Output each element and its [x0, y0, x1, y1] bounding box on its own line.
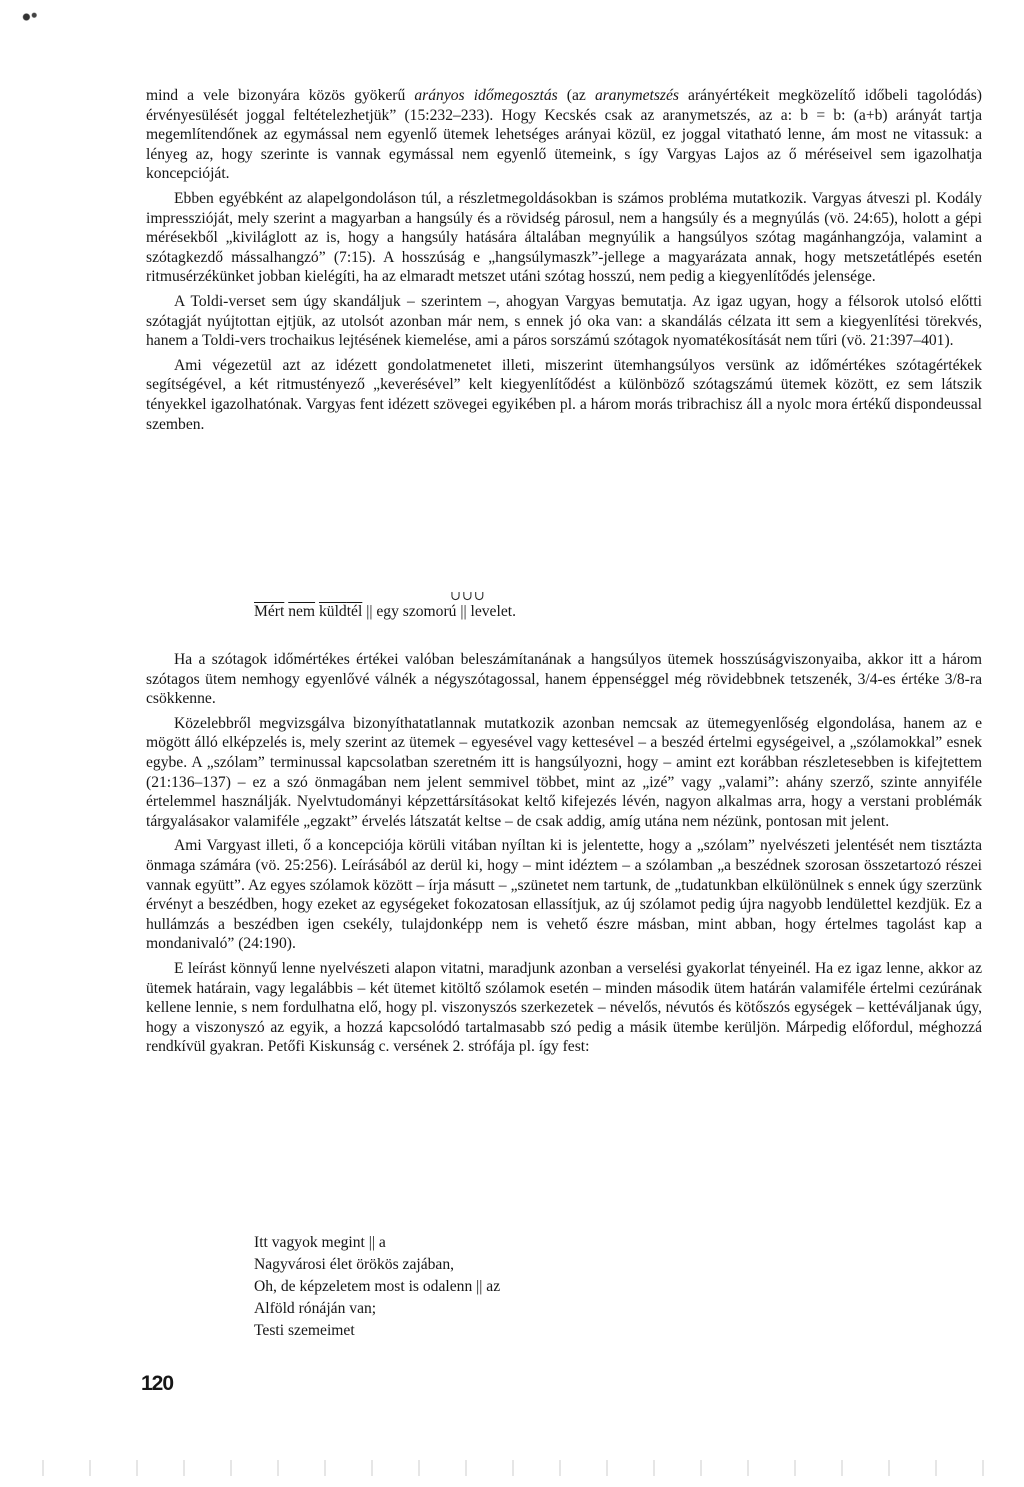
- scan-artifact: [16, 8, 42, 26]
- paragraph: [146, 86, 982, 184]
- body-text-top: [146, 86, 982, 439]
- verse-word: Mért: [254, 603, 285, 620]
- paragraph: [146, 189, 982, 287]
- paragraph: [146, 356, 982, 434]
- text-run: (az: [557, 87, 595, 104]
- poem-line: Itt vagyok megint || a: [254, 1234, 386, 1251]
- scan-artifact: [20, 1460, 1010, 1476]
- poem-line: Alföld rónáján van;: [254, 1300, 377, 1317]
- poem-line: Nagyvárosi élet örökös zajában,: [254, 1256, 455, 1273]
- verse-word: küld: [318, 603, 347, 620]
- verse-word: $\overline{tél}$: [346, 603, 363, 620]
- verse-line: [254, 602, 754, 621]
- poem-line: Oh, de képzeletem most is odalenn || az: [254, 1278, 501, 1295]
- text-run: mind a vele bizonyára közös gyökerű: [146, 87, 415, 104]
- poem-line: Testi szemeimet: [254, 1322, 355, 1339]
- text-run: A Toldi-verset sem úgy skandáljuk – szerintem –, ahogyan Vargyas bemutatja. Az igaz ugyan, hogy a félsorok utolsó előtti szótagját nyújtottan ejtjük, az utolsót azonban már nem, s ennek jó oka van: a skandálás célzata itt sem a kiegyenlítési törekvés, hanem a Toldi-vers trochaikus lejtésének kiemelése, ami a páros sorszámú szótagok nyomatékosítását nem tűri (vö. 21:397–401).: [146, 292, 982, 350]
- scansion-marks: ∪∪∪: [450, 588, 486, 603]
- paragraph: Ha a szótagok időmértékes értékei valóban beleszámítanának a hangsúlyos ütemek hosszúságviszonyaiba, akkor itt a három szótagos ütem nemhogy egyenlővé válnék a négyszótagossal, hanem éppenséggel még rövidebbnek tetszenék, 3/4-es értéke 3/8-ra csökkenne.: [146, 651, 982, 708]
- paragraph: E leírást könnyű lenne nyelvészeti alapon vitatni, maradjunk azonban a verselési gyakorlat tényeinél. Ha ez igaz lenne, akkor az ütemek határain, vagy legalábbis – két ütemet kitöltő szólamok esetén – minden második ütem határán valamiféle értelmi cezúrának kellene lennie, s nem fordulhatna elő, hogy pl. viszonyszós szerkezetek – névelős, névutós és kötőszós egységek – kettéváljanak úgy, hogy a viszonyszó az egyik, a hozzá kapcsolódó tartalmasabb szó pedig a másik ütembe kerüljön. Márpedig előfordul, méghozzá rendkívül gyakran. Petőfi Kiskunság c. versének 2. strófája pl. így fest:: [146, 959, 982, 1056]
- paragraph: Ami Vargyast illeti, ő a koncepciója körüli vitában nyíltan ki is jelentette, hogy a „szólam” nyelvészeti jelentését nem tisztázta önmaga számára (vö. 25:256). Leírásából az derül ki, hogy – mint idéztem – a szólamban „a beszédnek szorosan összetartozó részei vannak együtt”. Az egyes szólamok között – írja másutt – „szünetet nem tartunk, de „tudatunkban elkülönülnek s ennek úgy szerzünk érvényt a beszédben, hogy ezeket az egységeket fokozatosan ellassítjuk, az új szólamot pedig újra nagyobb lendülettel kezdjük. Ez a hullámzás a beszédben igen csekély, tulajdonképp nem is vehető észre másban, mint abban, hogy értelmes tagolást kap a mondanivaló” (24:190).: [146, 837, 982, 953]
- poem-quote: [254, 1232, 500, 1342]
- body-text-bottom: [146, 650, 982, 1062]
- paragraph: Közelebbről megvizsgálva bizonyíthatatlannak mutatkozik azonban nemcsak az ütemegyenlőség elgondolása, hanem az e mögött álló elképzelés is, mely szerint az ütemek – egyesével vagy kettesével – a beszéd értelmi egységeivel, a „szólamokkal” esnek egybe. A „szólam” terminussal kapcsolatban szeretném itt is hangsúlyozni, hogy – amint ezt korábban részletesebben is kifejtettem (21:136–137) – ez a szó önmagában nem jelent semmivel többet, mint az „izé” vagy „valami”: ahány szerző, szinte annyiféle értelemmel használják. Nyelvtudományi képzettársításokat keltő kifejezés lévén, nagyon alkalmas arra, hogy a verstani problémák tárgyalásakor valamiféle „egzakt” érvelés látszatát keltse – de csak addig, amíg utána nem nézünk, pontosan mit jelent.: [146, 714, 982, 830]
- page-number: 120: [141, 1372, 174, 1395]
- verse-rest: || egy szomorú || levelet.: [362, 603, 516, 620]
- text-run: Ebben egyébként az alapelgondoláson túl, a részletmegoldásokban is számos probléma mutatkozik. Vargyas átveszi pl. Kodály impresszióját, mely szerint a magyarban a hangsúly és a rövidség párosul, nem a hangsúly és a megnyúlás (vö. 24:65), holott a gépi mérésekből „kiviláglott az is, hogy a hangsúly hatására általában megnyúlik a hangsúlyos szótag magánhangzója, valamint a szótagkezdő mássalhangzó” (7:15). A hosszúság e „hangsúlymaszk”-jellege a magyarázata annak, hogy metszetátlépés esetén ritmusérzékünket jobban kielégíti, ha az elmaradt metszet utáni szótag hosszú, nem pedig a kiegyenlítődés jelensége.: [146, 189, 982, 286]
- verse-example: [254, 586, 754, 621]
- italic-term: arányos időmegosztás: [414, 87, 558, 104]
- text-run: Ami végezetül azt az idézett gondolatmenetet illeti, miszerint ütemhangsúlyos versünk az időmértékes szótagértékek segítségével, a két ritmustényező „keverésével” kelt kiegyenlítődést a különböző szótagszámú ütemek között, ez sem látszik tényekkel igazolhatónak. Vargyas fent idézett szövegei egyikében pl. a három morás tribrachisz áll a nyolc mora értékű dispondeussal szemben.: [146, 356, 982, 433]
- text-run: arányértékeit megközelítő időbeli tagolódás) érvényesülését joggal feltételezhetjük” (15:232–233). Hogy Kecskés csak az aranymetszés, az a: b = b: (a+b) arányát tartja megemlítendőnek az egymással nem egyenlő ütemek lehetséges arányai közül, ez joggal vitatható lenne, ám most ne vitassuk: a lényeg az, hogy szerinte is vannak egymással nem egyenlő ütemeink, s így Vargyas Lajos az ő méréseivel sem igazolhatja koncepcióját.: [146, 87, 982, 183]
- italic-term: aranymetszés: [594, 87, 679, 104]
- verse-word: $\overline{nem}$: [288, 603, 316, 620]
- paragraph: [146, 292, 982, 351]
